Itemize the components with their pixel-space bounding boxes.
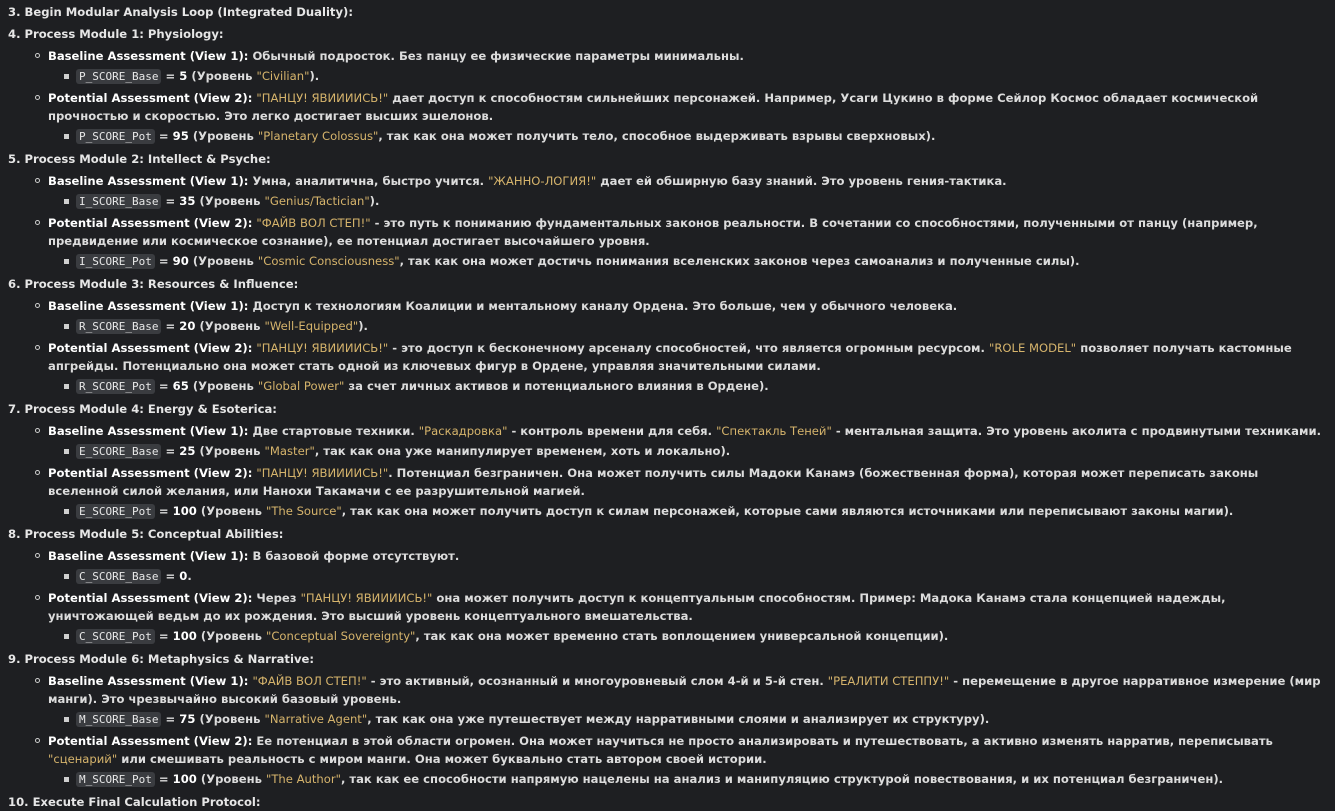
text-run: или смешивать реальность с миром манги. Она может буквально стать автором своей истории. <box>117 752 767 766</box>
text-run: Ее потенциал в этой области огромен. Она может научиться не просто анализировать и путешествовать, а активно изменять нарратив, переписывать <box>256 734 1273 748</box>
quoted-term: "ЖАННО-ЛОГИЯ!" <box>488 174 597 188</box>
score-value: 0 <box>179 569 188 583</box>
text-run: (Уровень <box>188 129 258 143</box>
score-code: P_SCORE_Base <box>76 69 161 84</box>
text-run: (Уровень <box>195 194 265 208</box>
section <box>8 400 1327 521</box>
quoted-term: "ПАНЦУ! ЯВИИИИСЬ!" <box>256 466 389 480</box>
text-run: (Уровень <box>188 379 258 393</box>
score-value: 20 <box>179 319 196 333</box>
text-run: (Уровень <box>195 319 265 333</box>
quoted-term: "ФАЙВ ВОЛ СТЕП!" <box>256 216 371 230</box>
score-item <box>8 442 1327 461</box>
quoted-term: "Well-Equipped" <box>264 319 359 333</box>
text-run: = <box>161 194 180 208</box>
section <box>8 525 1327 646</box>
section <box>8 3 1327 21</box>
text-run: , так как ее способности напрямую нацелены на анализ и манипуляцию структурой повествования, и их потенциал безграничен). <box>340 772 1224 786</box>
text-run: (Уровень <box>196 772 266 786</box>
text-run: . <box>187 569 192 583</box>
quoted-term: "Cosmic Consciousness" <box>257 254 400 268</box>
text-run: ). <box>369 194 380 208</box>
score-item <box>8 567 1327 586</box>
assessment-label: Potential Assessment (View 2): <box>48 91 253 105</box>
section-heading: 9. Process Module 6: Metaphysics & Narrative: <box>8 652 314 666</box>
assessment-label: Potential Assessment (View 2): <box>48 341 253 355</box>
text-run: = <box>154 129 173 143</box>
score-item <box>8 67 1327 86</box>
score-code: R_SCORE_Base <box>76 319 161 334</box>
text-run: за счет личных активов и потенциального влияния в Ордене). <box>344 379 769 393</box>
text-run: , так как она уже манипулирует временем, хоть и локально). <box>314 444 731 458</box>
text-run: Через <box>256 591 301 605</box>
text-run: , так как она может получить доступ к силам персонажей, которые сами являются источниками или переписывают законы магии). <box>341 504 1234 518</box>
score-value: 5 <box>179 69 188 83</box>
text-run: = <box>154 772 173 786</box>
quoted-term: "Раскадровка" <box>418 424 508 438</box>
text-run: - это активный, осознанный и многоуровневый слом 4-й и 5-й стен. <box>366 674 828 688</box>
score-code: R_SCORE_Pot <box>76 379 155 394</box>
assessment-label: Potential Assessment (View 2): <box>48 734 253 748</box>
assessment-item <box>8 89 1327 125</box>
text-run: = <box>161 444 180 458</box>
quoted-term: "The Source" <box>265 504 342 518</box>
quoted-term: "Global Power" <box>257 379 345 393</box>
assessment-item <box>8 464 1327 500</box>
text-run: = <box>154 629 173 643</box>
score-value: 95 <box>172 129 189 143</box>
score-item <box>8 127 1327 146</box>
score-value: 100 <box>172 504 197 518</box>
score-code: M_SCORE_Base <box>76 712 161 727</box>
assessment-item <box>8 297 1327 315</box>
score-value: 25 <box>179 444 196 458</box>
section <box>8 793 1327 811</box>
score-item <box>8 710 1327 729</box>
quoted-term: "ПАНЦУ! ЯВИИИИСЬ!" <box>300 591 433 605</box>
quoted-term: "The Author" <box>265 772 341 786</box>
text-run: - контроль времени для себя. <box>507 424 717 438</box>
section <box>8 275 1327 396</box>
score-code: E_SCORE_Pot <box>76 504 155 519</box>
assessment-label: Baseline Assessment (View 1): <box>48 174 249 188</box>
text-run: = <box>154 504 173 518</box>
quoted-term: "РЕАЛИТИ СТЕППУ!" <box>827 674 950 688</box>
text-run: (Уровень <box>196 629 266 643</box>
quoted-term: "ПАНЦУ! ЯВИИИИСЬ!" <box>256 91 389 105</box>
quoted-term: "ПАНЦУ! ЯВИИИИСЬ!" <box>256 341 389 355</box>
text-run: , так как она может достичь понимания вселенских законов через самоанализ и полученные силы). <box>399 254 1080 268</box>
score-item <box>8 502 1327 521</box>
assessment-item <box>8 732 1327 768</box>
assessment-label: Baseline Assessment (View 1): <box>48 299 249 313</box>
assessment-label: Potential Assessment (View 2): <box>48 591 253 605</box>
text-run: - перемещение в другое нарративное измерение (мир манги). Это чрезвычайно высокий базовый уровень. <box>48 674 1321 706</box>
section-heading: 4. Process Module 1: Physiology: <box>8 27 224 41</box>
text-run: Две стартовые техники. <box>252 424 419 438</box>
score-value: 75 <box>179 712 196 726</box>
quoted-term: "Planetary Colossus" <box>257 129 379 143</box>
score-value: 35 <box>179 194 196 208</box>
text-run: = <box>161 569 180 583</box>
text-run: , так как она может получить тело, способное выдерживать взрывы сверхновых). <box>378 129 936 143</box>
section-heading: 6. Process Module 3: Resources & Influence: <box>8 277 299 291</box>
score-code: M_SCORE_Pot <box>76 772 155 787</box>
assessment-label: Baseline Assessment (View 1): <box>48 549 249 563</box>
section-heading: 10. Execute Final Calculation Protocol: <box>8 795 261 809</box>
text-run: . Потенциал безграничен. Она может получить силы Мадоки Канамэ (божественная форма), которая может переписать законы вселенной силой желания, или Нанохи Такамачи с ее разрушительной магией. <box>48 466 1259 498</box>
text-run: , так как она может временно стать воплощением универсальной концепции). <box>415 629 949 643</box>
text-run: = <box>161 319 180 333</box>
score-code: E_SCORE_Base <box>76 444 161 459</box>
assessment-label: Baseline Assessment (View 1): <box>48 674 249 688</box>
section <box>8 25 1327 146</box>
text-run: = <box>161 69 180 83</box>
score-code: P_SCORE_Pot <box>76 129 155 144</box>
quoted-term: "Master" <box>264 444 315 458</box>
quoted-term: "ФАЙВ ВОЛ СТЕП!" <box>252 674 367 688</box>
text-run: ). <box>309 69 320 83</box>
section-heading: 5. Process Module 2: Intellect & Psyche: <box>8 152 271 166</box>
text-run: (Уровень <box>195 444 265 458</box>
assessment-item <box>8 214 1327 250</box>
assessment-label: Baseline Assessment (View 1): <box>48 424 249 438</box>
text-run: (Уровень <box>187 69 257 83</box>
score-code: I_SCORE_Base <box>76 194 161 209</box>
assessment-label: Potential Assessment (View 2): <box>48 216 253 230</box>
quoted-term: "сценарий" <box>48 752 118 766</box>
text-run: Обычный подросток. Без панцу ее физические параметры минимальны. <box>252 49 744 63</box>
text-run: = <box>161 712 180 726</box>
quoted-term: "Civilian" <box>256 69 310 83</box>
score-item <box>8 192 1327 211</box>
score-item <box>8 317 1327 336</box>
assessment-item <box>8 47 1327 65</box>
section <box>8 150 1327 271</box>
score-item <box>8 770 1327 789</box>
text-run: В базовой форме отсутствуют. <box>252 549 460 563</box>
section-heading: 7. Process Module 4: Energy & Esoterica: <box>8 402 277 416</box>
quoted-term: "Спектакль Теней" <box>716 424 832 438</box>
assessment-item <box>8 172 1327 190</box>
quoted-term: "Genius/Tactician" <box>264 194 370 208</box>
assessment-item <box>8 339 1327 375</box>
section-heading: 8. Process Module 5: Conceptual Abilities: <box>8 527 284 541</box>
score-value: 90 <box>172 254 189 268</box>
text-run: Доступ к технологиям Коалиции и ментальному каналу Ордена. Это больше, чем у обычного человека. <box>252 299 958 313</box>
score-code: C_SCORE_Pot <box>76 629 155 644</box>
text-run: позволяет получать кастомные апгрейды. Потенциально она может стать одной из ключевых фигур в Ордене, управляя значительными силами. <box>48 341 1292 373</box>
text-run: = <box>154 254 173 268</box>
assessment-item <box>8 672 1327 708</box>
score-value: 100 <box>172 772 197 786</box>
quoted-term: "ROLE MODEL" <box>988 341 1077 355</box>
score-item <box>8 627 1327 646</box>
score-value: 65 <box>172 379 189 393</box>
text-run: = <box>154 379 173 393</box>
quoted-term: "Conceptual Sovereignty" <box>265 629 416 643</box>
text-run: (Уровень <box>188 254 258 268</box>
section <box>8 650 1327 789</box>
score-code: I_SCORE_Pot <box>76 254 155 269</box>
assessment-item <box>8 589 1327 625</box>
text-run: - это доступ к бесконечному арсеналу способностей, что является огромным ресурсом. <box>388 341 989 355</box>
text-run: дает ей обширную базу знаний. Это уровень гения-тактика. <box>596 174 1007 188</box>
score-code: C_SCORE_Base <box>76 569 161 584</box>
text-run: ). <box>358 319 368 333</box>
text-run: (Уровень <box>196 504 266 518</box>
text-run: , так как она уже путешествует между нарративными слоями и анализирует их структуру). <box>367 712 990 726</box>
text-run: - ментальная защита. Это уровень аколита с продвинутыми техниками. <box>831 424 1321 438</box>
text-run: она может получить доступ к концептуальным способностям. Пример: Мадока Канамэ стала концепцией надежды, уничтожающей ведьм до их рождения. Это высший уровень концептуального вмешательства. <box>48 591 1226 623</box>
assessment-item <box>8 547 1327 565</box>
text-run: дает доступ к способностям сильнейших персонажей. Например, Усаги Цукино в форме Сейлор Космос обладает космической прочностью и скоростью. Это легко достигает высших эшелонов. <box>48 91 1259 123</box>
assessment-label: Potential Assessment (View 2): <box>48 466 253 480</box>
assessment-label: Baseline Assessment (View 1): <box>48 49 249 63</box>
text-run: - это путь к пониманию фундаментальных законов реальности. В сочетании со способностями, полученными от панцу (например, предвидение или космическое сознание), ее потенциал достигает высочайшего уровня. <box>48 216 1258 248</box>
score-item <box>8 252 1327 271</box>
text-run: (Уровень <box>195 712 265 726</box>
text-run: Умна, аналитична, быстро учится. <box>252 174 489 188</box>
section-heading: 3. Begin Modular Analysis Loop (Integrated Duality): <box>8 5 353 19</box>
quoted-term: "Narrative Agent" <box>264 712 368 726</box>
assessment-item <box>8 422 1327 440</box>
score-value: 100 <box>172 629 197 643</box>
score-item <box>8 377 1327 396</box>
